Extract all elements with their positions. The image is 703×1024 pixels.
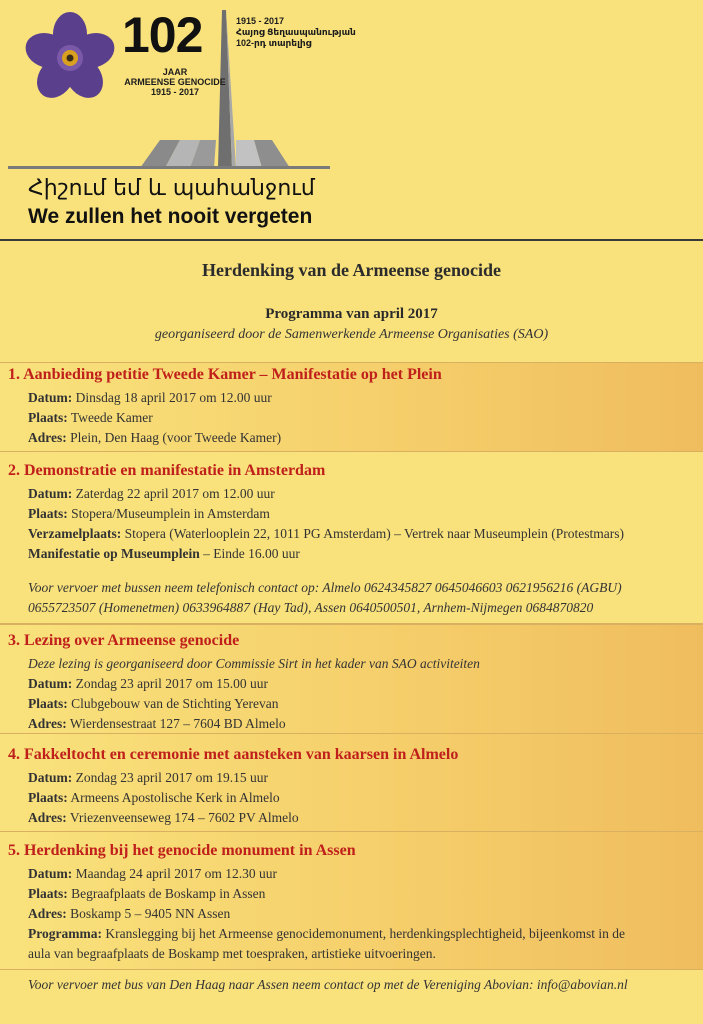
event-gathering-line: Verzamelplaats: Stopera (Waterlooplein 22, 1011 PG Amsterdam) – Vertrek naar Museumplein (Protestmars) bbox=[28, 526, 625, 541]
event-intro-line: Deze lezing is georganiseerd door Commissie Sirt in het kader van SAO activiteiten bbox=[28, 656, 480, 671]
event-section-1 bbox=[0, 362, 703, 452]
programme-title: Programma van april 2017 bbox=[265, 306, 438, 322]
event-manifestation-line: Manifestatie op Museumplein – Einde 16.00 uur bbox=[28, 546, 300, 561]
years-right-label: 1915 - 2017 bbox=[236, 16, 285, 26]
header-banner bbox=[0, 0, 703, 240]
armenian-line-2: 102-րդ տարելից bbox=[236, 38, 312, 48]
event-section-2 bbox=[0, 452, 703, 624]
forget-me-not-flower-icon bbox=[20, 10, 120, 106]
armenian-line-1: Հայոց Ցեղասպանության bbox=[236, 27, 356, 37]
event-section-3 bbox=[0, 624, 703, 734]
event-address-line: Adres: Wierdensestraat 127 – 7604 BD Almelo bbox=[28, 716, 286, 731]
year-range-label: 1915 - 2017 bbox=[150, 87, 200, 97]
event-address-line: Adres: Plein, Den Haag (voor Tweede Kamer) bbox=[28, 430, 282, 445]
bus-transport-note: Voor vervoer met bus van Den Haag naar Assen neem contact op met de Vereniging Abovian: info@abovian.nl bbox=[28, 977, 628, 992]
armenian-slogan: Հիշում եմ և պահանջում bbox=[28, 176, 315, 201]
event-programme-line-2: aula van begraafplaats de Boskamp met toespraken, artistieke uitvoeringen. bbox=[28, 946, 436, 961]
event-place-line: Plaats: Clubgebouw van de Stichting Yerevan bbox=[28, 696, 279, 711]
page-title: Herdenking van de Armeense genocide bbox=[202, 260, 501, 280]
event-place-line: Plaats: Tweede Kamer bbox=[28, 410, 153, 425]
jaar-label: JAAR bbox=[162, 67, 188, 77]
event-date-line: Datum: Dinsdag 18 april 2017 om 12.00 uur bbox=[28, 390, 272, 405]
event-section-5 bbox=[0, 832, 703, 970]
anniversary-caption bbox=[120, 67, 230, 97]
event-programme-line-1: Programma: Kranslegging bij het Armeense genocidemonument, herdenkingsplechtigheid, bijeenkomst in de bbox=[28, 926, 625, 941]
event-address-line: Adres: Boskamp 5 – 9405 NN Assen bbox=[28, 906, 231, 921]
event-address-line: Adres: Vriezenveenseweg 174 – 7602 PV Almelo bbox=[28, 810, 299, 825]
anniversary-number: 102 bbox=[122, 7, 203, 63]
event-title: 5. Herdenking bij het genocide monument in Assen bbox=[8, 842, 356, 859]
event-date-line: Datum: Zondag 23 april 2017 om 15.00 uur bbox=[28, 676, 268, 691]
armenian-caption bbox=[236, 16, 356, 49]
organiser-text: georganiseerd door de Samenwerkende Armeense Organisaties (SAO) bbox=[154, 327, 549, 342]
dutch-slogan: We zullen het nooit vergeten bbox=[28, 205, 313, 228]
transport-note-line-2: 0655723507 (Homenetmen) 0633964887 (Hay Tad), Assen 0640500501, Arnhem-Nijmegen 0684870820 bbox=[28, 600, 594, 615]
event-section-4 bbox=[0, 734, 703, 832]
event-date-line: Datum: Zaterdag 22 april 2017 om 12.00 uur bbox=[28, 486, 275, 501]
event-place-line: Plaats: Begraafplaats de Boskamp in Assen bbox=[28, 886, 266, 901]
event-place-line: Plaats: Stopera/Museumplein in Amsterdam bbox=[28, 506, 270, 521]
genocide-label: ARMEENSE GENOCIDE bbox=[124, 77, 226, 87]
event-title: 3. Lezing over Armeense genocide bbox=[8, 632, 240, 649]
event-date-line: Datum: Maandag 24 april 2017 om 12.30 uur bbox=[28, 866, 277, 881]
header-divider bbox=[0, 239, 703, 241]
event-date-line: Datum: Zondag 23 april 2017 om 19.15 uur bbox=[28, 770, 268, 785]
event-title: 1. Aanbieding petitie Tweede Kamer – Manifestatie op het Plein bbox=[8, 366, 442, 383]
transport-note-line-1: Voor vervoer met bussen neem telefonisch contact op: Almelo 0624345827 0645046603 0621956216 (AGBU) bbox=[28, 580, 622, 595]
event-title: 4. Fakkeltocht en ceremonie met aansteken van kaarsen in Almelo bbox=[8, 746, 459, 763]
event-title: 2. Demonstratie en manifestatie in Amsterdam bbox=[8, 462, 326, 479]
event-place-line: Plaats: Armeens Apostolische Kerk in Almelo bbox=[28, 790, 280, 805]
